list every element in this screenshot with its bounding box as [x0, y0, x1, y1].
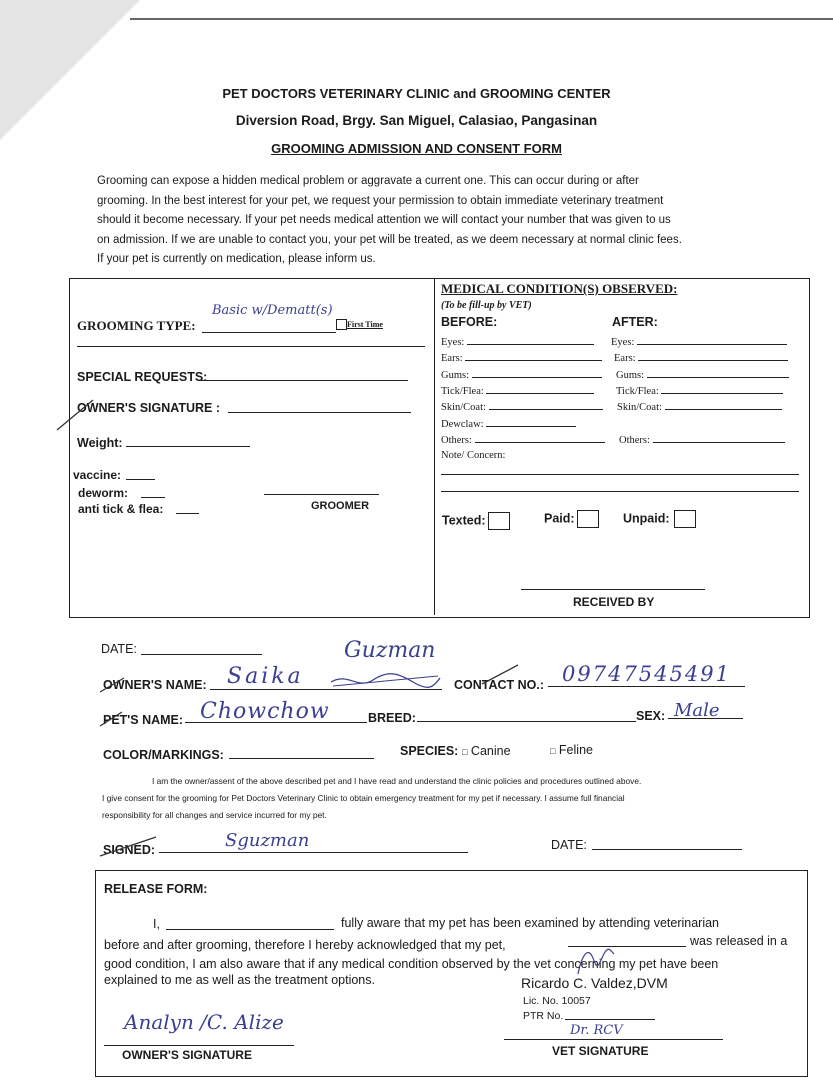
after-eyes: Eyes:	[611, 334, 787, 348]
owner-name-value: Saika	[227, 664, 304, 689]
paid-label: Paid:	[544, 511, 575, 526]
after-skin-coat: Skin/Coat:	[617, 399, 782, 413]
weight-label: Weight:	[77, 436, 123, 450]
intro-line: Grooming can expose a hidden medical problem or aggravate a current one. This can occur during or after	[97, 175, 639, 187]
note-line-1[interactable]	[441, 474, 799, 475]
sex-label: SEX:	[636, 709, 666, 723]
before-tick-flea: Tick/Flea:	[441, 383, 594, 397]
before-others: Others:	[441, 432, 605, 446]
before-dewclaw: Dewclaw:	[441, 416, 576, 430]
medical-title: MEDICAL CONDITION(S) OBSERVED:	[441, 281, 678, 296]
grooming-extra-line	[77, 346, 425, 347]
anti-tick-label: anti tick & flea:	[78, 502, 164, 516]
release-line-2a: before and after grooming, therefore I hereby acknowledged that my pet,	[104, 938, 506, 952]
consent-line-1: I am the owner/assent of the above described pet and I have read and understand the clinic policies and procedures outlined above.	[152, 776, 642, 786]
intro-line: should it become necessary. If your pet needs medical attention we will contact your number that was given to us	[97, 214, 671, 226]
vet-initial-scribble-icon	[568, 944, 618, 980]
release-line-1: fully aware that my pet has been examined by attending veterinarian	[341, 916, 720, 930]
owner-signature-line[interactable]	[228, 412, 411, 413]
pet-name-label: PET'S NAME:	[103, 713, 184, 727]
vaccine-label: vaccine:	[73, 468, 122, 482]
paid-checkbox[interactable]	[577, 510, 599, 528]
paid-field	[544, 510, 599, 528]
before-skin-coat: Skin/Coat:	[441, 399, 603, 413]
received-by-line[interactable]	[521, 589, 705, 590]
canine-label: Canine	[470, 744, 511, 758]
clinic-address: Diversion Road, Brgy. San Miguel, Calasiao, Pangasinan	[235, 113, 598, 128]
form-title: GROOMING ADMISSION AND CONSENT FORM	[271, 141, 562, 156]
intro-line: If your pet is currently on medication, please inform us.	[97, 253, 376, 265]
vet-license: Lic. No. 10057	[523, 995, 591, 1007]
before-heading: BEFORE:	[441, 315, 498, 329]
check-mark-icon	[98, 834, 158, 860]
unpaid-label: Unpaid:	[623, 511, 670, 526]
special-requests-line[interactable]	[200, 380, 408, 381]
groomer-line[interactable]	[264, 494, 379, 495]
received-by-label: RECEIVED BY	[573, 595, 655, 609]
check-mark-icon	[55, 398, 95, 434]
intro-line: grooming. In the best interest for your pet, we request your permission to obtain immediate veterinary treatment	[97, 194, 664, 207]
release-name-line[interactable]	[166, 929, 334, 930]
grooming-type-line[interactable]	[202, 332, 336, 333]
check-mark-icon	[98, 674, 126, 696]
texted-checkbox[interactable]	[488, 512, 510, 530]
breed-label: BREED:	[368, 711, 416, 725]
owner-signature-value: Analyn /C. Alize	[124, 1010, 284, 1034]
signed-value: Sguzman	[225, 830, 310, 851]
feline-option[interactable]: □ Feline	[550, 743, 593, 757]
groomer-label: GROOMER	[311, 500, 370, 512]
anti-tick-line[interactable]	[176, 513, 199, 514]
owner-name-label: OWNER'S NAME:	[103, 678, 207, 692]
color-markings-line[interactable]	[229, 758, 374, 759]
first-time-label: First Time	[347, 320, 383, 329]
feline-label: Feline	[558, 743, 593, 757]
breed-line[interactable]	[417, 721, 636, 722]
after-tick-flea: Tick/Flea:	[616, 383, 783, 397]
consent-line-3: responsibility for all changes and service incurred for my pet.	[102, 810, 327, 820]
medical-subtitle: (To be fill-up by VET)	[441, 300, 532, 311]
note-line-2[interactable]	[441, 491, 799, 492]
before-ears: Ears:	[441, 350, 602, 364]
release-owner-signature-line[interactable]	[104, 1045, 294, 1046]
texted-field	[442, 512, 510, 530]
texted-label: Texted:	[442, 513, 486, 528]
release-line-4: explained to me as well as the treatment options.	[104, 973, 375, 987]
signed-date-label: DATE:	[551, 838, 587, 852]
vet-signature-line[interactable]	[504, 1039, 723, 1040]
species-label: SPECIES:	[400, 744, 459, 758]
unpaid-checkbox[interactable]	[674, 510, 696, 528]
vet-ptr-line[interactable]	[565, 1019, 655, 1020]
contact-line[interactable]	[548, 686, 745, 687]
date-label: DATE:	[101, 642, 137, 656]
vaccine-line[interactable]	[126, 479, 155, 480]
canine-option[interactable]: □ Canine	[462, 744, 511, 758]
contact-label: CONTACT NO.:	[454, 678, 545, 692]
owner-signature-label: OWNER'S SIGNATURE :	[77, 401, 221, 415]
owner-surname-value: Guzman	[344, 638, 436, 663]
signed-date-line[interactable]	[592, 849, 742, 850]
after-heading: AFTER:	[612, 315, 658, 329]
release-title: RELEASE FORM:	[104, 882, 208, 896]
grooming-type-value: Basic w/Dematt(s)	[212, 303, 333, 318]
after-gums: Gums:	[616, 367, 789, 381]
check-mark-icon	[98, 708, 124, 730]
unpaid-field	[623, 510, 696, 528]
before-gums: Gums:	[441, 367, 602, 381]
special-requests-label: SPECIAL REQUESTS:	[77, 370, 208, 384]
release-line-2b: was released in a	[690, 934, 788, 948]
release-line-3: good condition, I am also aware that if any medical condition observed by the vet concerning my pet have been	[104, 957, 719, 971]
clinic-name: PET DOCTORS VETERINARY CLINIC and GROOMING CENTER	[222, 86, 611, 101]
release-i: I,	[153, 917, 160, 931]
after-others: Others:	[619, 432, 785, 446]
color-markings-label: COLOR/MARKINGS:	[103, 748, 224, 762]
check-mark-icon	[480, 662, 520, 688]
vet-ptr-label: PTR No.	[523, 1010, 564, 1022]
scan-edge-line	[130, 18, 833, 20]
deworm-line[interactable]	[141, 497, 165, 498]
signed-label: SIGNED:	[103, 843, 156, 857]
consent-line-2: I give consent for the grooming for Pet Doctors Veterinary Clinic to obtain emergency treatment for my pet if necessary. I assume full financial	[102, 793, 625, 803]
weight-line[interactable]	[126, 446, 250, 447]
date-line[interactable]	[141, 654, 262, 655]
scribble-strikeout-icon	[328, 670, 443, 692]
before-eyes: Eyes:	[441, 334, 594, 348]
first-time-checkbox[interactable]	[336, 319, 347, 330]
intro-line: on admission. If we are unable to contact you, your pet will be treated, as we deem necessary at normal clinic fees.	[97, 233, 682, 246]
vet-signature-value: Dr. RCV	[570, 1023, 623, 1038]
after-ears: Ears:	[614, 350, 788, 364]
pet-name-value: Chowchow	[200, 699, 330, 724]
vet-signature-label: VET SIGNATURE	[552, 1044, 649, 1058]
deworm-label: deworm:	[78, 486, 129, 500]
signed-line[interactable]	[159, 852, 468, 853]
note-concern-label: Note/ Concern:	[441, 450, 506, 461]
intro-paragraph	[97, 172, 777, 270]
vet-name: Ricardo C. Valdez,DVM	[521, 975, 668, 991]
admission-divider	[434, 279, 435, 615]
contact-value: 09747545491	[562, 662, 731, 686]
release-owner-signature-label: OWNER'S SIGNATURE	[122, 1048, 252, 1062]
sex-value: Male	[674, 700, 720, 721]
grooming-type-label: GROOMING TYPE:	[77, 318, 196, 333]
